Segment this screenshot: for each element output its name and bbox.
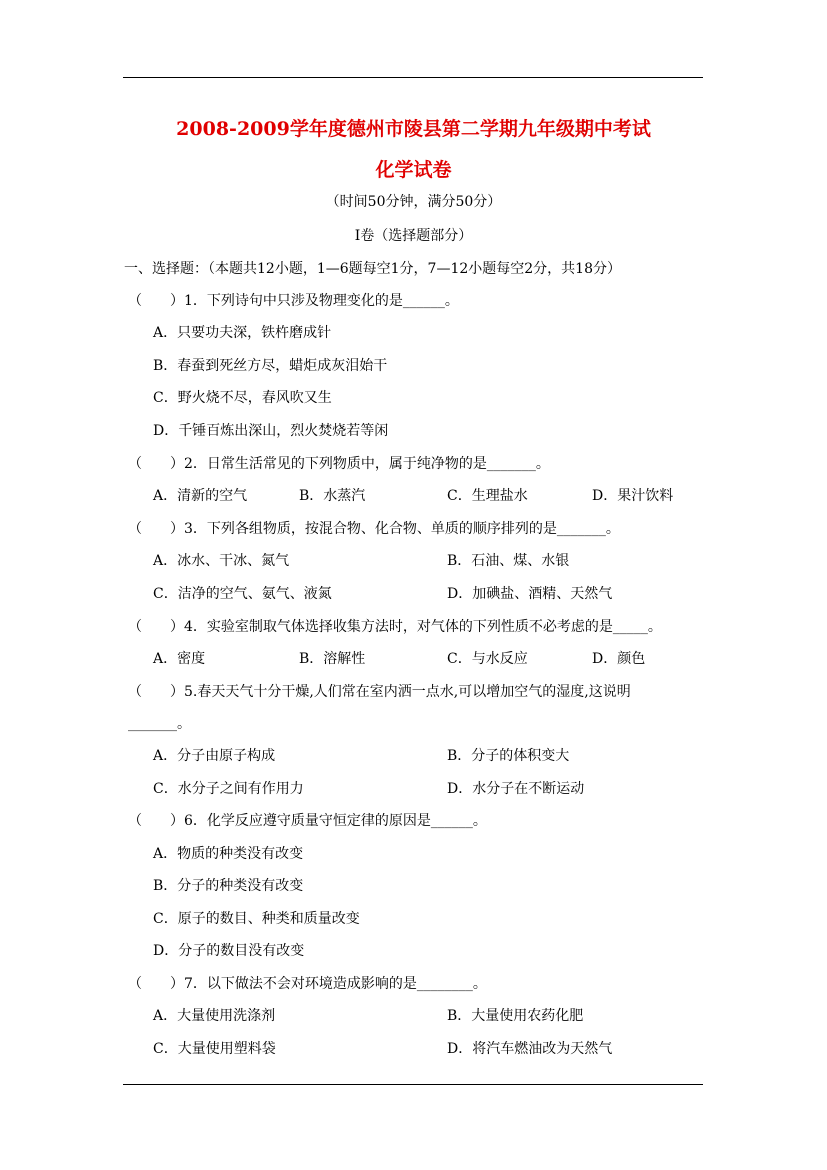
question-2-stem: （ ）2．日常生活常见的下列物质中，属于纯净物的是_______。: [128, 456, 550, 472]
question-6-stem: （ ）6．化学反应遵守质量守恒定律的原因是______。: [128, 813, 487, 829]
question-2-option-a: A．清新的空气: [153, 488, 248, 504]
question-5-stem: （ ）5.春天天气十分干燥,人们常在室内洒一点水,可以增加空气的湿度,这说明: [128, 684, 631, 700]
question-5-option-d: D．水分子在不断运动: [447, 781, 585, 797]
question-5-option-c: C．水分子之间有作用力: [153, 781, 304, 797]
question-6-option-a: A．物质的种类没有改变: [153, 846, 304, 862]
question-4-option-a: A．密度: [153, 651, 206, 667]
question-3-option-c: C．洁净的空气、氨气、液氮: [153, 586, 332, 602]
question-2-option-b: B．水蒸汽: [299, 488, 366, 504]
question-1-option-c: C．野火烧不尽，春风吹又生: [153, 390, 332, 406]
question-4-option-d: D．颜色: [592, 651, 646, 667]
question-2-option-c: C．生理盐水: [447, 488, 528, 504]
question-2-option-d: D．果汁饮料: [592, 488, 674, 504]
question-7-stem: （ ）7．以下做法不会对环境造成影响的是________。: [128, 976, 487, 992]
question-1-option-b: B．春蚕到死丝方尽，蜡炬成灰泪始干: [153, 358, 388, 374]
question-3-stem: （ ）3．下列各组物质，按混合物、化合物、单质的顺序排列的是_______。: [128, 521, 620, 537]
question-5-stem-continued: _______。: [128, 716, 191, 732]
question-7-option-b: B．大量使用农药化肥: [447, 1008, 584, 1024]
question-5-option-b: B．分子的体积变大: [447, 748, 570, 764]
question-1-option-a: A．只要功夫深，铁杵磨成针: [153, 325, 332, 341]
part-title: Ⅰ卷（选择题部分）: [354, 228, 473, 244]
question-7-option-a: A．大量使用洗涤剂: [153, 1008, 276, 1024]
exam-subtitle: 化学试卷: [375, 159, 452, 181]
exam-title: 2008-2009学年度德州市陵县第二学期九年级期中考试: [176, 118, 651, 140]
question-3-option-b: B．石油、煤、水银: [447, 553, 570, 569]
question-1-option-d: D．千锤百炼出深山，烈火焚烧若等闲: [153, 423, 389, 439]
question-6-option-b: B．分子的种类没有改变: [153, 878, 304, 894]
question-6-option-d: D．分子的数目没有改变: [153, 943, 305, 959]
question-7-option-d: D．将汽车燃油改为天然气: [447, 1041, 613, 1057]
top-rule: [123, 77, 703, 78]
section-heading: 一、选择题：（本题共12小题，1—6题每空1分，7—12小题每空2分，共18分）: [124, 261, 621, 277]
question-4-option-b: B．溶解性: [299, 651, 366, 667]
question-5-option-a: A．分子由原子构成: [153, 748, 276, 764]
question-6-option-c: C．原子的数目、种类和质量改变: [153, 911, 360, 927]
question-3-option-a: A．冰水、干冰、氮气: [153, 553, 290, 569]
time-note: （时间50分钟，满分50分）: [325, 194, 502, 210]
question-7-option-c: C．大量使用塑料袋: [153, 1041, 276, 1057]
bottom-rule: [123, 1084, 703, 1085]
question-4-option-c: C．与水反应: [447, 651, 528, 667]
question-1-stem: （ ）1．下列诗句中只涉及物理变化的是______。: [128, 293, 459, 309]
question-4-stem: （ ）4．实验室制取气体选择收集方法时，对气体的下列性质不必考虑的是_____。: [128, 619, 662, 635]
question-3-option-d: D．加碘盐、酒精、天然气: [447, 586, 613, 602]
